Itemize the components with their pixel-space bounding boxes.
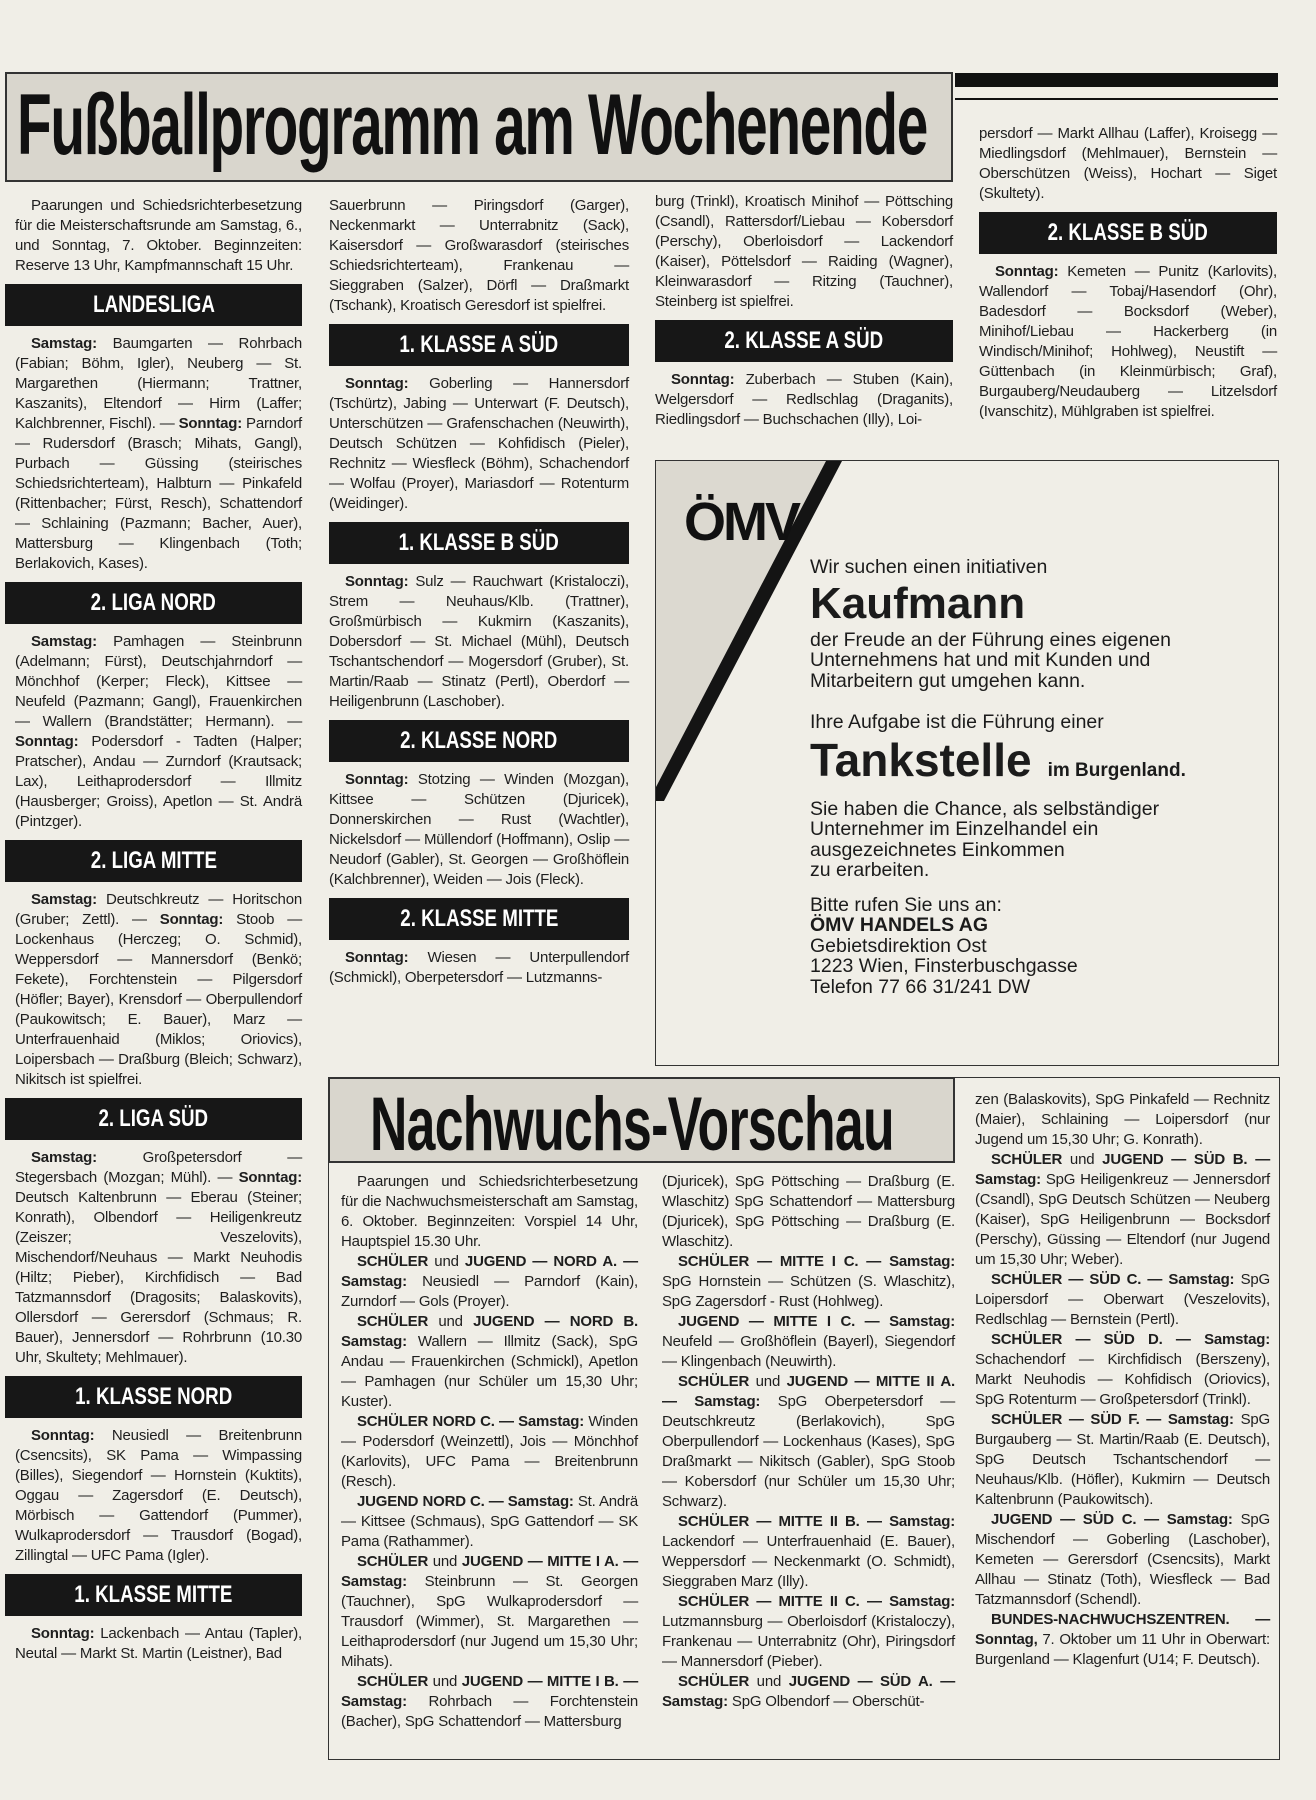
paragraph-text: Stoob — Lockenhaus (Herczeg; O. Schmid), Weppersdorf — Mannersdorf (Benkö; Fekete), Forchtenstein — Pilgersdorf (Höfler; Bayer), Krensdorf — Oberpullendorf (Paukowitsch; E. Bauer), Marz — Unterfrauenhaid (Miklos; Oriovics), Loipersbach — Draßburg (Bleich; Schwarz), Nikitsch ist spielfrei. (15, 911, 303, 1088)
article-column-4 (979, 124, 1277, 422)
fixture-paragraph (975, 1610, 1270, 1670)
nachwuchs-column-1 (341, 1172, 638, 1732)
paragraph-text: (Djuricek), SpG Pöttsching — Draßburg (E. Wlaschitz) SpG Schattendorf — Mattersburg (Djuricek), SpG Pöttsching — Draßburg (E. Wlaschitz). (662, 1173, 955, 1250)
fixture-paragraph (662, 1672, 955, 1712)
section-header-label: 1. KLASSE A SÜD (399, 331, 559, 358)
fixture-paragraph (975, 1410, 1270, 1510)
bold-label: JUGEND — MITTE I C. — Samstag: (678, 1313, 955, 1330)
fixture-paragraph (655, 370, 953, 430)
paragraph-text: Paarungen und Schiedsrichterbesetzung für die Nachwuchsmeisterschaft am Samstag, 6. Oktober. Beginnzeiten: Vorspiel 14 Uhr, Hauptspiel 15.30 Uhr. (341, 1173, 638, 1250)
paragraph-text: Parndorf — Rudersdorf (Brasch; Mihats, Gangl), Purbach — Güssing (steirisches Schiedsrichterteam), Halbturn — Pinkafeld (Rittenbacher; Fürst, Resch), Schattendorf — Schlaining (Pazmann; Bacher, Auer), Mattersburg — Klingenbach (Toth; Berlakovich, Kases). (15, 415, 302, 572)
fixture-paragraph (341, 1412, 638, 1492)
article-column-3 (655, 192, 953, 430)
section-header-label: 2. KLASSE A SÜD (724, 327, 884, 354)
fixture-paragraph (662, 1172, 955, 1252)
paragraph-text: Paarungen und Schiedsrichterbesetzung für die Meisterschaftsrunde am Samstag, 6., und Sonntag, 7. Oktober. Beginnzeiten: Reserve 13 Uhr, Kampfmannschaft 15 Uhr. (15, 197, 302, 274)
bold-label: JUGEND — MITTE I B. — Samstag: (341, 1673, 638, 1710)
nachwuchs-column-3 (975, 1090, 1270, 1670)
ad-para-line: Sie haben die Chance, als selbständiger (810, 797, 1160, 820)
section-header-label: 2. LIGA MITTE (90, 847, 217, 874)
paragraph-text: Winden — Podersdorf (Weinzettl), Jois — Mönchhof (Karlovits), UFC Pama — Breitenbrunn (Resch). (341, 1413, 638, 1490)
bold-label: Sonntag: (159, 911, 224, 928)
paragraph-text: und (428, 1673, 462, 1690)
ad-address-line: 1223 Wien, Finsterbuschgasse (810, 955, 1078, 977)
omv-logo: ÖMV (684, 492, 799, 552)
bold-label: SCHÜLER (357, 1553, 429, 1570)
fixture-paragraph (662, 1592, 955, 1672)
paragraph-text: Lackendorf — Unterfrauenhaid (E. Bauer), Weppersdorf — Neckenmarkt (O. Schmidt), Sieggraben Marz (Illy). (662, 1533, 955, 1590)
paragraph-text: Deutsch Kaltenbrunn — Eberau (Steiner; Konrath), Olbendorf — Heiligenkreutz (Zeiszer; Veszelovits), Mischendorf/Neuhaus — Markt Neuhodis (Hiltz; Pieber), Kirchfidisch — Bad Tatzmannsdorf (Dragosits; Balaskovits), Ollersdorf — Gerersdorf (Schmaus; R. Bauer), Jennersdorf — Rohrbrunn (10.30 Uhr, Skultety; Mehlmauer). (15, 1189, 302, 1366)
paragraph-text: SpG Hornstein — Schützen (S. Wlaschitz), SpG Zagersdorf - Rust (Hohlweg). (662, 1273, 955, 1310)
bold-label: SCHÜLER (678, 1673, 750, 1690)
section-header-label: 2. LIGA NORD (90, 589, 217, 616)
fixture-paragraph (341, 1172, 638, 1252)
paragraph-text: Zuberbach — Stuben (Kain), Welgersdorf — Redlschlag (Draganits), Riedlingsdorf — Buchschachen (Illy), Loi- (655, 371, 953, 428)
fixture-paragraph (15, 890, 302, 1090)
bold-label: JUGEND — MITTE II A. — Samstag: (662, 1373, 955, 1410)
paragraph-text: Stotzing — Winden (Mozgan), Kittsee — Schützen (Djuricek), Donnerskirchen — Rust (Wachtler), Nickelsdorf — Müllendorf (Hoffmann), Oslip — Neudorf (Gabler), St. Georgen — Großhöflein (Kalchbrenner), Weiden — Jois (Fleck). (329, 771, 629, 888)
bold-label: Sonntag: (995, 263, 1059, 280)
fixture-paragraph (662, 1252, 955, 1312)
fixture-paragraph (979, 124, 1277, 204)
bold-label: SCHÜLER NORD C. — Samstag: (357, 1413, 585, 1430)
section-header (329, 324, 629, 366)
paragraph-text: Sulz — Rauchwart (Kristaloczi), Strem — Neuhaus/Klb. (Trattner), Großmürbisch — Kukmirn (Kaszanits), Dobersdorf — St. Michael (Mühl), Deutsch Tschantschendorf — Mogersdorf (Gruber), St. Martin/Raab — Stinatz (Pertl), Oberdorf — Heiligenbrunn (Laschober). (329, 573, 629, 710)
ad-para-line: Mitarbeitern gut umgehen kann. (810, 669, 1086, 692)
ad-task-line: Ihre Aufgabe ist die Führung einer (810, 711, 1104, 733)
decorative-black-bar (955, 73, 1278, 87)
bold-label: Samstag: (31, 891, 97, 908)
paragraph-text: SpG Loipersdorf — Oberwart (Veszelovits), Redlschlag — Bernstein (Pertl). (975, 1271, 1270, 1328)
bold-label: Sonntag: (345, 573, 409, 590)
section-header (979, 212, 1277, 254)
fixture-paragraph (662, 1512, 955, 1592)
bold-label: Sonntag: (15, 733, 79, 750)
section-header-label: LANDESLIGA (92, 291, 215, 318)
paragraph-text: Rohrbach — Forchtenstein (Bacher), SpG Schattendorf — Mattersburg (341, 1693, 638, 1730)
paragraph-text: und (1062, 1151, 1103, 1168)
bold-label: Sonntag: (345, 375, 409, 392)
bold-label: JUGEND — MITTE I A. — Samstag: (341, 1553, 638, 1590)
ad-para-line: zu erarbeiten. (810, 859, 930, 881)
section-header-label: 2. KLASSE MITTE (399, 905, 559, 932)
paragraph-text: Deutschkreutz — Horitschon (Gruber; Zettl). — (15, 891, 302, 928)
fixture-paragraph (15, 632, 302, 832)
section-header-label: 1. KLASSE B SÜD (398, 529, 560, 556)
paragraph-text: und (428, 1313, 474, 1330)
ad-title-kaufmann: Kaufmann (810, 578, 1026, 628)
bold-label: JUGEND — SÜD A. — Samstag: (662, 1673, 955, 1710)
paragraph-text: St. Andrä — Kittsee (Schmaus), SpG Gattendorf — SK Pama (Rathammer). (341, 1493, 638, 1550)
bold-label: SCHÜLER — SÜD F. — Samstag: (991, 1411, 1234, 1428)
section-header (329, 720, 629, 762)
section-header (5, 1098, 302, 1140)
bold-label: Sonntag: (31, 1427, 95, 1444)
bold-label: JUGEND — SÜD C. — Samstag: (991, 1511, 1233, 1528)
paragraph-text: SpG Mischendorf — Goberling (Laschober), Kemeten — Gerersdorf (Csencsits), Markt Allhau — Stinatz (Toth), Wiesfleck — Bad Tatzmannsdorf (Schendl). (975, 1511, 1270, 1608)
paragraph-text: Steinbrunn — St. Georgen (Tauchner), SpG Wulkaprodersdorf — Trausdorf (Wimmer), St. Margarethen — Leithaprodersdorf (nur Jugend um 15,30 Uhr; Mihats). (341, 1573, 638, 1670)
section-header-label: 2. LIGA SÜD (98, 1105, 209, 1132)
bold-label: SCHÜLER — MITTE II C. — Samstag: (678, 1593, 955, 1610)
fixture-paragraph (329, 196, 629, 316)
paragraph-text: SpG Olbendorf — Oberschüt- (727, 1693, 925, 1710)
section-header (329, 522, 629, 564)
paragraph-text: burg (Trinkl), Kroatisch Minihof — Pöttsching (Csandl), Rattersdorf/Liebau — Kobersdorf (Perschy), Oberloisdorf — Lackendorf (Kaiser), Pöttelsdorf — Raiding (Wagner), Kleinwarasdorf — Ritzing (Tauchner), Steinberg ist spielfrei. (655, 193, 953, 310)
fixture-paragraph (15, 1426, 302, 1566)
paragraph-text: Podersdorf - Tadten (Halper; Pratscher), Andau — Zurndorf (Krautsack; Lax), Leithaprodersdorf — Illmitz (Hausberger; Groiss), Apetlon — St. Andrä (Pintzger). (15, 733, 302, 830)
fixture-paragraph (662, 1312, 955, 1372)
bold-label: Sonntag: (31, 1625, 95, 1642)
bold-label: Sonntag: (345, 949, 409, 966)
fixture-paragraph (975, 1330, 1270, 1410)
bold-label: Samstag: (31, 335, 97, 352)
bold-label: SCHÜLER (991, 1151, 1063, 1168)
article-column-2 (329, 196, 629, 988)
bold-label: Sonntag: (238, 1169, 302, 1186)
paragraph-text: Baumgarten — Rohrbach (Fabian; Böhm, Igler), Neuberg — St. Margarethen (Hiermann; Trattner, Kaszanits), Eltendorf — Hirm (Laffer; Kalchbrenner, Fischl). — (15, 335, 302, 432)
paragraph-text: zen (Balaskovits), SpG Pinkafeld — Rechnitz (Maier), Schlaining — Loipersdorf (nur Jugend um 15,30 Uhr; G. Konrath). (975, 1091, 1270, 1148)
paragraph-text: SpG Oberpetersdorf — Deutschkreutz (Berlakovich), SpG Oberpullendorf — Lockenhaus (Kases), SpG Draßmarkt — Nikitsch (Gabler), SpG Stoob — Kobersdorf (nur Schüler um 15,30 Uhr; Schwarz). (662, 1393, 955, 1510)
fixture-paragraph (15, 1624, 302, 1664)
paragraph-text: Großpetersdorf — Stegersbach (Mozgan; Mühl). — (15, 1149, 302, 1186)
fixture-paragraph (15, 1148, 302, 1368)
paragraph-text: Neusiedl — Breitenbrunn (Csencsits), SK Pama — Wimpassing (Billes), Siegendorf — Hornstein (Kuktits), Oggau — Zagersdorf (E. Deutsch), Mörbisch — Gattendorf (Pummer), Wulkaprodersdorf — Trausdorf (Bogad), Zillingtal — UFC Pama (Igler). (15, 1427, 302, 1564)
section-header (5, 582, 302, 624)
nachwuchs-title-banner (328, 1077, 955, 1163)
section-header (655, 320, 953, 362)
fixture-paragraph (975, 1510, 1270, 1610)
headline-banner (5, 72, 953, 182)
bold-label: JUGEND — SÜD B. — Samstag: (975, 1151, 1270, 1188)
fixture-paragraph (979, 262, 1277, 422)
section-header-label: 1. KLASSE MITTE (74, 1581, 233, 1608)
paragraph-text: 7. Oktober um 11 Uhr in Oberwart: Burgenland — Klagenfurt (U14; F. Deutsch). (975, 1631, 1270, 1668)
fixture-paragraph (341, 1252, 638, 1312)
ad-para-line: der Freude an der Führung eines eigenen (810, 628, 1171, 651)
omv-job-advertisement (655, 460, 1279, 1066)
nachwuchs-column-2 (662, 1172, 955, 1712)
fixture-paragraph (662, 1372, 955, 1512)
ad-para-line: ausgezeichnetes Einkommen (810, 838, 1065, 861)
fixture-paragraph (975, 1270, 1270, 1330)
paragraph-text: persdorf — Markt Allhau (Laffer), Kroisegg — Miedlingsdorf (Mehlmauer), Bernstein — Oberschützen (Weiss), Hochart — Siget (Skultety). (979, 125, 1277, 202)
fixture-paragraph (341, 1552, 638, 1672)
bold-label: SCHÜLER (357, 1673, 429, 1690)
ad-intro: Wir suchen einen initiativen (810, 556, 1048, 578)
paragraph-text: Kemeten — Punitz (Karlovits), Wallendorf — Tobaj/Hasendorf (Ohr), Badesdorf — Bocksdorf (Weber), Minihof/Liebau — Hackerberg (in Windisch/Minihof; Hohlweg), Neustift — Güttenbach (in Kleinmürbisch; Graf), Burgauberg/Neudauberg — Litzelsdorf (Ivanschitz), Mühlgraben ist spielfrei. (979, 263, 1277, 420)
bold-label: Sonntag: (345, 771, 409, 788)
nachwuchs-title: Nachwuchs-Vorschau (370, 1082, 894, 1163)
paragraph-text: und (749, 1673, 789, 1690)
section-header-label: 2. KLASSE B SÜD (1047, 219, 1209, 246)
bold-label: JUGEND — NORD B. Samstag: (341, 1313, 638, 1350)
ad-location: im Burgenland. (1047, 759, 1186, 781)
section-header-label: 2. KLASSE NORD (400, 727, 558, 754)
section-header (5, 1574, 302, 1616)
bold-label: SCHÜLER — MITTE I C. — Samstag: (678, 1253, 955, 1270)
bold-label: SCHÜLER — SÜD D. — Samstag: (991, 1331, 1270, 1348)
paragraph-text: Wiesen — Unterpullendorf (Schmickl), Oberpetersdorf — Lutzmanns- (329, 949, 629, 986)
ad-para-line: Unternehmens hat und mit Kunden und (810, 649, 1151, 671)
bold-label: JUGEND NORD C. — Samstag: (357, 1493, 574, 1510)
paragraph-text: und (428, 1553, 462, 1570)
page-headline: Fußballprogramm am Wochenende (17, 77, 927, 173)
fixture-paragraph (341, 1672, 638, 1732)
bold-label: Sonntag: (671, 371, 735, 388)
fixture-paragraph (975, 1150, 1270, 1270)
fixture-paragraph (329, 572, 629, 712)
paragraph-text: Wallern — Illmitz (Sack), SpG Andau — Frauenkirchen (Schmickl), Apetlon — Pamhagen (nur Schüler um 15,30 Uhr; Kuster). (341, 1333, 638, 1410)
paragraph-text: und (428, 1253, 465, 1270)
fixture-paragraph (329, 374, 629, 514)
ad-title-tankstelle: Tankstelle (810, 733, 1032, 786)
paragraph-text: SpG Heiligenkreuz — Jennersdorf (Csandl), SpG Deutsch Schützen — Neuberg (Kaiser), SpG Heiligenbrunn — Bocksdorf (Perschy), Güssing — Eltendorf (nur Jugend um 15,30 Uhr; Weber). (975, 1171, 1270, 1268)
fixture-paragraph (15, 334, 302, 574)
paragraph-text: Lutzmannsburg — Oberloisdorf (Kristaloczy), Frankenau — Unterrabnitz (Ohr), Piringsdorf — Mannersdorf (Pieber). (662, 1613, 955, 1670)
bold-label: SCHÜLER — SÜD C. — Samstag: (991, 1271, 1235, 1288)
ad-phone: Telefon 77 66 31/241 DW (810, 975, 1031, 998)
section-header (5, 840, 302, 882)
fixture-paragraph (329, 948, 629, 988)
paragraph-text: Lackenbach — Antau (Tapler), Neutal — Markt St. Martin (Leistner), Bad (15, 1625, 302, 1662)
ad-contact-intro: Bitte rufen Sie uns an: (810, 893, 1002, 916)
paragraph-text: SpG Burgauberg — St. Martin/Raab (E. Deutsch), SpG Deutsch Tschantschendorf — Neuhaus/Klb. (Höfler), Kukmirn — Deutsch Kaltenbrunn (Paukowitsch). (975, 1411, 1270, 1508)
section-header (329, 898, 629, 940)
ad-body (810, 557, 1270, 997)
paragraph-text: Neufeld — Großhöflein (Bayerl), Siegendorf — Klingenbach (Neuwirth). (662, 1333, 955, 1370)
bold-label: Sonntag: (178, 415, 243, 432)
fixture-paragraph (975, 1090, 1270, 1150)
ad-address-line: Gebietsdirektion Ost (810, 934, 987, 957)
bold-label: JUGEND — NORD A. — Samstag: (341, 1253, 638, 1290)
bold-label: SCHÜLER — MITTE II B. — Samstag: (678, 1513, 955, 1530)
section-header (5, 1376, 302, 1418)
article-column-1 (15, 196, 302, 1664)
paragraph-text: und (749, 1373, 787, 1390)
bold-label: SCHÜLER (678, 1373, 750, 1390)
bold-label: Samstag: (31, 633, 97, 650)
fixture-paragraph (341, 1312, 638, 1412)
decorative-rule (955, 98, 1278, 100)
paragraph-text: Pamhagen — Steinbrunn (Adelmann; Fürst), Deutschjahrndorf — Mönchhof (Kerper; Fleck), Kittsee — Neufeld (Pazmann; Gangl), Frauenkirchen — Wallern (Brandstätter; Hermann). — (15, 633, 302, 730)
fixture-paragraph (655, 192, 953, 312)
fixture-paragraph (15, 196, 302, 276)
ad-company: ÖMV HANDELS AG (810, 914, 989, 936)
bold-label: Samstag: (31, 1149, 97, 1166)
section-header-label: 1. KLASSE NORD (74, 1383, 233, 1410)
fixture-paragraph (329, 770, 629, 890)
ad-para-line: Unternehmer im Einzelhandel ein (810, 818, 1099, 840)
paragraph-text: Goberling — Hannersdorf (Tschürtz), Jabing — Unterwart (F. Deutsch), Unterschützen — Grafenschachen (Neuwirth), Deutsch Schützen — Kohfidisch (Pieler), Rechnitz — Wiesfleck (Böhm), Schachendorf — Wolfau (Proyer), Mariasdorf — Rotenturm (Weidinger). (329, 375, 629, 512)
paragraph-text: Neusiedl — Parndorf (Kain), Zurndorf — Gols (Proyer). (341, 1273, 638, 1310)
bold-label: SCHÜLER (357, 1313, 429, 1330)
paragraph-text: Sauerbrunn — Piringsdorf (Garger), Neckenmarkt — Unterrabnitz (Sack), Kaisersdorf — Großwarasdorf (steirisches Schiedsrichterteam), Frankenau — Sieggraben (Salzer), Dörfl — Draßmarkt (Tschank), Kroatisch Geresdorf ist spielfrei. (329, 197, 629, 314)
section-header (5, 284, 302, 326)
bold-label: BUNDES-NACHWUCHSZENTREN. — Sonntag, (975, 1611, 1270, 1648)
paragraph-text: Schachendorf — Kirchfidisch (Berszeny), Markt Neuhodis — Kohfidisch (Oriovics), SpG Rotenturm — Großpetersdorf (Trinkl). (975, 1351, 1270, 1408)
bold-label: SCHÜLER (357, 1253, 429, 1270)
fixture-paragraph (341, 1492, 638, 1552)
